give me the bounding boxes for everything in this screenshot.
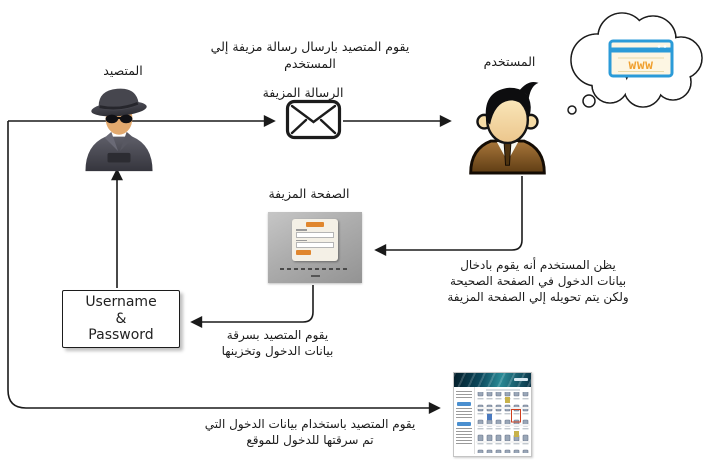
- fake-page-footer-mark: [311, 275, 320, 277]
- website-logo: [514, 378, 528, 381]
- credentials-line3: Password: [88, 327, 154, 344]
- caption-send-fake-message: يقوم المتصيد بارسال رسالة مزيفة إلي المستخدم: [210, 39, 410, 71]
- www-text: www: [628, 58, 654, 73]
- bubble-trail-dot-large: [583, 95, 595, 107]
- credentials-line2: &: [115, 310, 127, 327]
- user-avatar: [461, 77, 554, 176]
- phisher-label: المتصيد: [103, 63, 143, 78]
- fake-username-input: [296, 232, 334, 238]
- fake-login-button: [296, 250, 311, 255]
- website-icon-grid: [475, 387, 531, 454]
- website-banner: [454, 373, 531, 387]
- credentials-box: [62, 290, 180, 348]
- user-label: المستخدم: [483, 54, 536, 69]
- target-website-thumbnail: [453, 372, 532, 457]
- caption-reuse: يقوم المتصيد باستخدام بيانات الدخول التي تم سرقتها للدخول للموقع: [204, 417, 416, 448]
- fake-page-label: الصفحة المزيفة: [268, 186, 350, 201]
- browser-window-icon: [610, 41, 672, 76]
- caption-redirect: يظن المستخدم أنه يقوم بادخال بيانات الدخول في الصفحة الصحيحة ولكن يتم تحويله إلي الصفحة المزيفة: [447, 258, 629, 305]
- fake-password-input: [296, 242, 334, 248]
- arrow-fakepage-to-credentials: [192, 285, 313, 322]
- arrow-user-to-fakepage: [376, 176, 522, 250]
- envelope-icon: [285, 99, 342, 140]
- fake-page-thumbnail: [268, 212, 362, 283]
- caption-steal: يقوم المتصيد بسرقة بيانات الدخول وتخزينها: [221, 328, 334, 359]
- fake-site-logo: [306, 222, 324, 227]
- fake-message-label: الرسالة المزيفة: [262, 85, 344, 100]
- user-tie: [504, 143, 511, 165]
- fake-page-footer-links: [280, 268, 350, 270]
- phisher-hat: [90, 86, 148, 118]
- phisher-avatar: [73, 82, 165, 174]
- credentials-line1: Username: [85, 293, 157, 310]
- website-sidebar: [454, 387, 475, 454]
- fake-login-form: [292, 219, 338, 261]
- bubble-trail-dot-small: [568, 106, 576, 114]
